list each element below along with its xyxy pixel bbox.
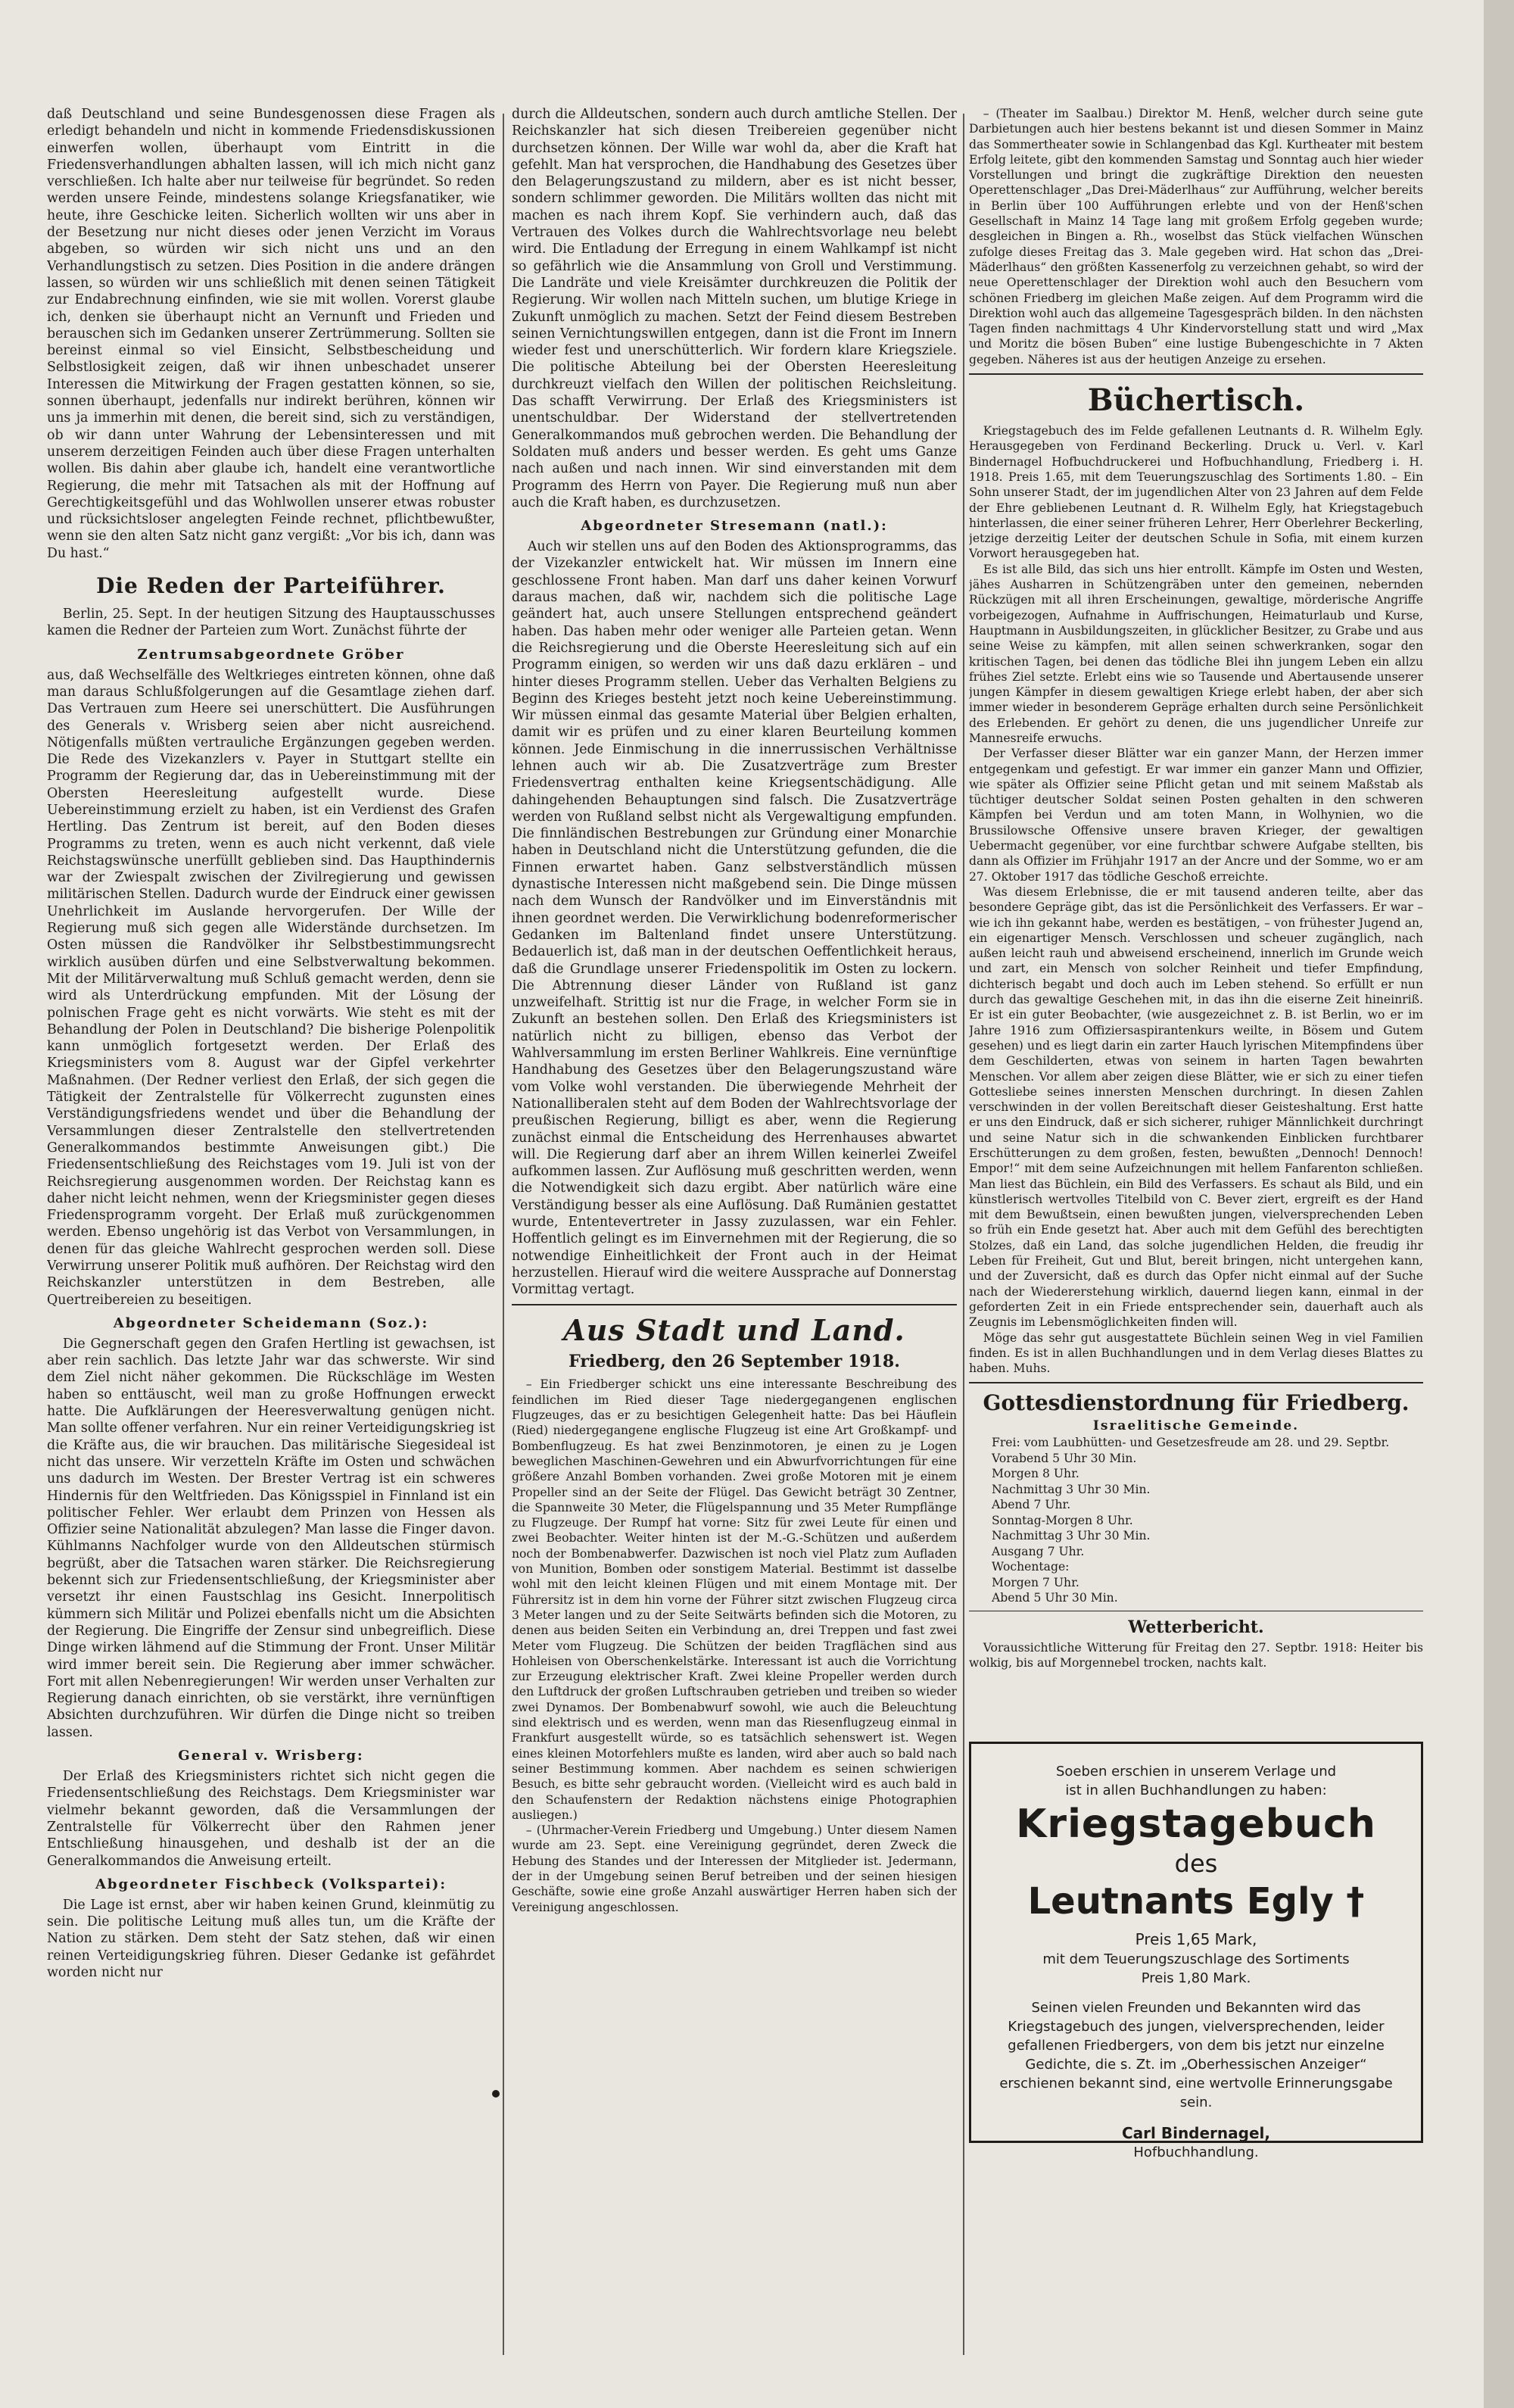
advertisement-kriegstagebuch: [969, 1742, 1423, 2160]
schedule-line: Nachmittag 3 Uhr 30 Min.: [992, 1482, 1151, 1496]
ad-intro-line: ist in allen Buchhandlungen zu haben:: [1065, 1783, 1327, 1798]
local-news-uhrmacher: – (Uhrmacher-Verein Friedberg und Umgebung.) Unter diesem Namen wurde am 23. Sept. eine Vereinigung gegründet, deren Zweck die Hebung des Standes und der Interessen der Mitglieder ist. Jedermann, der in der Umgebung seinen Beruf betreiben und der seinen hiesigen Geschäfte, sowie eine große Anzahl auswärtiger Herren haben sich der Vereinigung angeschlossen.: [512, 1823, 957, 1914]
schedule-line: Morgen 8 Uhr.: [992, 1467, 1079, 1481]
schedule-line: Frei: vom Laubhütten- und Gesetzesfreude am 28. und 29. Septbr.: [992, 1436, 1390, 1450]
schedule-line: Abend 7 Uhr.: [992, 1498, 1071, 1512]
dateline-friedberg: Friedberg, den 26 September 1918.: [569, 1352, 900, 1372]
ad-title-des: des: [1174, 1849, 1218, 1878]
section-divider: [512, 1304, 957, 1305]
column-left: [47, 106, 495, 2378]
speech-wrisberg: Der Erlaß des Kriegsministers richtet sich nicht gegen die Friedensentschließung des Reichstags. Dem Kriegsminister war vielmehr bekannt geworden, daß die Versammlungen der Zentralstelle für Völkerrecht über den Rahmen jener Entschließung hinausgehen, und deshalb ist der an die Generalkommandos die Anweisung erteilt.: [47, 1769, 495, 1869]
local-news-flugzeug: – Ein Friedberger schickt uns eine interessante Beschreibung des feindlichen im Ried dieser Tage niedergegangenen englischen Flugzeuges, das er zu besichtigen Gelegenheit hatte: Das bei Häuflein (Ried) niedergegangene englische Flugzeug ist eine Art Großkampf- und Bombenflugzeug. Es hat zwei Benzinmotoren, je einen zu je Logen beweglichen Maschinen-Gewehren und ein Abwurfvorrichtungen für eine größere Anzahl Bomben vorhanden. Zwei große Motoren mit je einem Propeller sind an der Seite der Flügel. Das Gewicht beträgt 30 Zentner, die Spannweite 30 Meter, die Flügelspannung und 35 Meter Rumpflänge zu Flugzeuge. Der Rumpf hat vorne: Sitz für zwei Leute für einen und zwei Beobachter. Weiter hinten ist der M.-G.-Schützen und außerdem noch der Bombenabwerfer. Dazwischen ist noch viel Platz zum Aufladen von Munition, Bomben oder sonstigem Material. Bestimmt ist dasselbe wohl mit den leicht kleinen Flügen und mit einem Montage mit. Der Führersitz ist in dem hin vorne der Führer sitzt zwischen Flugzeug circa 3 Meter langen und zu der Seite Seitwärts befinden sich die Motoren, zu denen aus beiden Seiten ein Verbindung an, drei Treppen und fast zwei Meter vom Flugzeug. Die Schützen der beiden Tragflächen sind aus Hohleisen von Oberschenkelstärke. Interessant ist auch die Vorrichtung zur Erzeugung elektrischer Kraft. Zwei kleine Propeller werden durch den Luftdruck der großen Luftschrauben getrieben und treiben so wieder zwei Dynamos. Der Bombenabwurf sowohl, wie auch die Beleuchtung sind elektrisch und es werden, wenn man das Riesenflugzeug einmal in Frankfurt ausgestellt würde, so es tatsächlich sehenswert ist. Wegen eines kleinen Motorfehlers mußte es landen, wird aber auch so bald nach seiner Bestimmung kommen. Aber nachdem es seinen schwierigen Besuch, es bitte sehr gebraucht worden. (Vielleicht wird es auch bald in den Schaufenstern der Redaktion nächstens einige Photographien ausliegen.): [512, 1377, 957, 1822]
book-review-p4: Was diesem Erlebnisse, die er mit tausend anderen teilte, aber das besondere Gepräge gibt, das ist die Persönlichkeit des Verfassers. Er war – wie ich ihn gekannt habe, werden es bestätigen, – von frühester Jugend an, ein eigenartiger Mensch. Verschlossen und scheuer zugänglich, nach außen leicht rauh und abweisend erscheinend, innerlich im Grunde weich und zart, ein Mensch von solcher Reinheit und tiefer Empfindung, dichterisch begabt und doch auch im Leben stehend. So erfüllt er nun durch das gewaltige Geschehen mit, in das ihn die eiserne Zeit hineinriß. Er ist ein guter Beobachter, (wie ausgezeichnet z. B. ist Berlin, wo er im Jahre 1916 zum Offiziersaspirantenkurs weilte, in Bösem und Gutem gesehen) und es liegt darin ein zarter Hauch lyrischen Mitempfindens über dem Geschilderten, etwas von seinem in harten Tagen bewahrten Menschen. Vor allem aber zeigen diese Blätter, wie er sich zu einer tiefen Gottesliebe seines innersten Menschen durchringt. In diesen Zahlen verschwinden in der vollen Bereitschaft dieser Geisteshaltung. Erst hatte er uns den Eindruck, daß er sich sicherer, ruhiger Männlichkeit durchringt und seine Natur sich in die schwankenden Einblicken furchtbarer Erschütterungen zu dem großen, festen, bewußten „Dennoch! Dennoch! Empor!“ mit dem seine Aufzeichnungen mit hellem Fanfarenton schließen. Man liest das Büchlein, ein Bild des Verfassers. Es schaut als Bild, und ein künstlerisch wertvolles Titelbild von C. Bever ziert, ergreift es der Hand mit dem Bewußtsein, einen bewußten jungen, vielversprechenden Leben so früh ein Ende gesetzt hat. Aber auch mit dem Gefühl des berechtigten Stolzes, daß ein Land, das solche jugendlichen Helden, die freudig ihr Leben für Freiheit, Gut und Blut, bereit bringen, nicht untergehen kann, und der Zuversicht, daß es durch das Opfer nicht einmal auf der Suche nach der Wiedererstehung wirklich, dauernd liegen kann, einmal in der geforderten Zeit in ein Friede entsprechender sein, dauerhaft auch als Zeugnis im Lebensmöglichkeiten finden will.: [969, 884, 1423, 1330]
ad-price-total: Preis 1,80 Mark.: [1141, 1970, 1251, 1986]
headline-aus-stadt-und-land: Aus Stadt und Land.: [563, 1313, 905, 1348]
headline-buechertisch: Büchertisch.: [1087, 382, 1305, 419]
schedule-line: Nachmittag 3 Uhr 30 Min.: [992, 1529, 1151, 1543]
weather-report: Voraussichtliche Witterung für Freitag den 27. Septbr. 1918: Heiter bis wolkig, bis auf Morgennebel trocken, nachts kalt.: [969, 1640, 1423, 1670]
ad-price-note: mit dem Teuerungszuschlage des Sortiments: [1042, 1951, 1350, 1967]
ad-price: Preis 1,65 Mark,: [1135, 1930, 1257, 1948]
ad-body: Seinen vielen Freunden und Bekannten wird das Kriegstagebuch des jungen, vielversprechenden, leider gefallenen Friedbergers, von dem bis jetzt nur einzelne Gedichte, die s. Zt. im „Oberhessischen Anzeiger“ erschienen bekannt sind, eine wertvolle Erinnerungsgabe sein.: [999, 2000, 1393, 2110]
ad-signature-sub: Hofbuchhandlung.: [1133, 2144, 1259, 2160]
ad-title: Kriegstagebuch: [1016, 1801, 1376, 1847]
column-rule: [963, 114, 964, 2355]
book-review-p2: Es ist alle Bild, das sich uns hier entrollt. Kämpfe im Osten und Westen, jähes Ausharren in Schützengräben unter den gemeinen, nebernden Rückzügen mit all ihren Erscheinungen, gewaltige, mörderische Angriffe vorbeigezogen, Aufnahme in Auffrischungen, Heimaturlaub und Kurse, Hauptmann in Ausbildungszeiten, in glücklicher Besitzer, zu Grabe und aus seine Weise zu kämpfen, mit allen seinen schwerkranken, sogar den kritischen Tagen, bei denen das tödliche Blei ihn jungem Leben ein allzu frühes Ziel setzte. Erlebt eins wie so Tausende und Abertausende unserer jungen Kämpfer in diesem gewaltigen Kriege erlebt haben, der aber sich immer wieder in besonderem Gepräge erhalten durch seine Persönlichkeit des Erlebenden. Er gehört zu denen, die uns jugendlicher Unreife zur Mannesreife erwuchs.: [969, 562, 1423, 745]
speech-scheidemann: Die Gegnerschaft gegen den Grafen Hertling ist gewachsen, ist aber rein sachlich. Das letzte Jahr war das schwerste. Wir sind dem Ziel nicht näher gekommen. Die Rückschläge im Westen haben so enttäuscht, weil man zu große Hoffnungen erweckt hatte. Die Aufklärungen der Heeresverwaltung genügen nicht. Man sollte offener verfahren. Nur ein reiner Verteidigungskrieg ist die Kräfte aus, die wir brauchen. Das militärische Siegesideal ist nicht das unsere. Wir verzetteln Kräfte im Osten und schwächen uns dadurch im Westen. Der Brester Vertrag ist ein schweres Hindernis für den Weltfrieden. Das Königsspiel in Finnland ist ein politischer Fehler. Wer erlaubt dem Prinzen von Hessen als Offizier seine Nationalität abzulegen? Man lasse die Finger davon. Kühlmanns Nachfolger wurde von den Alldeutschen stürmisch begrüßt, aber die Tatsachen waren stärker. Die Reichsregierung bekennt sich zur Friedensentschließung, der Kriegsminister aber versetzt ihr einen Faustschlag ins Gesicht. Innerpolitisch kümmern sich Militär und Polizei ebenfalls nicht um die Absichten der Regierung. Die Eingriffe der Zensur sind unbegreiflich. Diese Dinge wirken lähmend auf die Stimmung der Front. Unser Militär wird immer bereit sein. Die Regierung aber immer schwächer. Fort mit allen Nebenregierungen! Wir werden unser Verhalten zur Regierung danach einrichten, ob sie verstärkt, ihre vernünftigen Absichten durchzuführen. Wir dürfen die Dinge nicht so treiben lassen.: [47, 1336, 495, 1740]
schedule-line: Abend 5 Uhr 30 Min.: [992, 1591, 1118, 1605]
ad-title-egly: [988, 1879, 1404, 1924]
schedule-line: Wochentage:: [992, 1560, 1070, 1574]
page-mark-dot: [492, 2090, 500, 2098]
book-review-intro: Kriegstagebuch des im Felde gefallenen Leutnants d. R. Wilhelm Egly. Herausgegeben von Ferdinand Beckerling. Druck u. Verl. v. Karl Bindernagel Hofbuchdruckerei und Hofbuchhandlung, Friedberg i. H. 1918. Preis 1.65, mit dem Teuerungszuschlag des Sortiments 1.80. – Ein Sohn unserer Stadt, der im jugendlichen Alter von 23 Jahren auf dem Felde der Ehre gebliebenen Leutnant d. R. Wilhelm Egly, hat Kriegstagebuch hinterlassen, die einer seiner früheren Lehrer, Herr Oberlehrer Beckerling, jetzige derzeitig Leiter der deutschen Schule in Sofia, mit einem kurzen Vorwort herausgegeben hat.: [969, 424, 1423, 561]
local-news-theater: – (Theater im Saalbau.) Direktor M. Henß, welcher durch seine gute Darbietungen auch hier bestens bekannt ist und diesen Sommer in Mainz das Sommertheater sowie in Schlangenbad das Kgl. Kurtheater mit bestem Erfolg leitete, gibt den kommenden Samstag und Sonntag auch hier wieder Vorstellungen und bringt die zugkräftige Direktion den neuesten Operettenschlager „Das Drei-Mäderlhaus“ zur Aufführung, welcher bereits in Berlin über 100 Aufführungen erlebte und von der Henß'schen Gesellschaft in Mainz 14 Tage lang mit großem Erfolg gegeben wurde; desgleichen in Bingen a. Rh., woselbst das Stück vielfachen Wünschen zufolge dieses Freitag das 3. Male gegeben wird. Hat schon das „Drei-Mäderlhaus“ den größten Kassenerfolg zu verzeichnen gehabt, so wird der neue Operettenschlager der Direktion wohl auch den Besuchern vom schönen Friedberg im gleichen Maße zeigen. Auf dem Programm wird die Direktion wohl auch das allgemeine Tagesgespräch bilden. In den nächsten Tagen finden nachmittags 4 Uhr Kindervorstellung statt und wird „Max und Moritz die bösen Buben“ eine lustige Bubengeschichte in 7 Akten gegeben. Näheres ist aus der heutigen Anzeige zu ersehen.: [969, 107, 1423, 367]
headline-reden: Die Reden der Parteiführer.: [96, 573, 446, 599]
column-middle: [512, 106, 957, 2378]
speech-fischbeck-cont: durch die Alldeutschen, sondern auch durch amtliche Stellen. Der Reichskanzler hat sich diesen Treibereien gegenüber nicht durchsetzen können. Der Wille war wohl da, aber die Kraft hat gefehlt. Man hat versprochen, die Handhabung des Gesetzes über den Belagerungszustand zu mildern, aber es ist nicht besser, sondern schlimmer geworden. Die Militärs wollten das nicht mit machen es nach ihrem Kopf. Sie verhindern auch, daß das Vertrauen des Volkes durch die Wahlrechtsvorlage neu belebt wird. Die Entladung der Erregung in einem Wahlkampf ist nicht so gefährlich wie die Ansammlung von Groll und Verstimmung. Die Landräte und viele Kreisämter durchkreuzen die Politik der Regierung. Wir wollen nach Mitteln suchen, um blutige Kriege in Zukunft unmöglich zu machen. Setzt der Feind diesem Bestreben seinen Vernichtungswillen entgegen, dann ist die Front im Innern wieder fest und unerschütterlich. Wir fordern klare Kriegsziele. Die politische Abteilung bei der Obersten Heeresleitung durchkreuzt vielfach den Willen der politischen Reichsleitung. Das schafft Verwirrung. Der Erlaß des Kriegsministers ist unentschuldbar. Der Widerstand der stellvertretenden Generalkommandos muß gebrochen werden. Die Behandlung der Soldaten muß anders und besser werden. Es geht ums Ganze nach außen und nach innen. Wir sind einverstanden mit dem Programm des Herrn von Payer. Die Regierung muß nun aber auch die Kraft haben, es durchzusetzen.: [512, 107, 957, 510]
service-schedule: [969, 1435, 1423, 1606]
speaker-fischbeck: Abgeordneter Fischbeck (Volkspartei):: [95, 1876, 447, 1892]
dateline-berlin: Berlin, 25. Sept. In der heutigen Sitzung des Hauptausschusses kamen die Redner der Parteien zum Wort. Zunächst führte der: [47, 607, 495, 639]
book-review-p3: Der Verfasser dieser Blätter war ein ganzer Mann, der Herzen immer entgegenkam und gefestigt. Er war immer ein ganzer Mann und Offizier, wie später als Offizier seine Pflicht getan und mit seinem Maßstab als tüchtiger deutscher Soldat seinen Posten gehalten in den schweren Kämpfen bei Verdun und am toten Mann, in Wolhynien, wo die Brussilowsche Offensive unsere braven Krieger, der gewaltigen Uebermacht gegenüber, vor eine furchtbar schwere Aufgabe stellten, bis dann als Offizier im Frühjahr 1917 an der Ancre und der Somme, wo er am 27. Oktober 1917 das tödliche Geschoß erreichte.: [969, 747, 1423, 884]
speaker-scheidemann: Abgeordneter Scheidemann (Soz.):: [113, 1315, 429, 1331]
schedule-line: Morgen 7 Uhr.: [992, 1575, 1079, 1589]
section-divider: [969, 373, 1423, 375]
ad-title-name: Leutnants Egly: [1027, 1880, 1334, 1923]
schedule-line: Ausgang 7 Uhr.: [992, 1544, 1085, 1558]
headline-gottesdienstordnung: Gottesdienstordnung für Friedberg.: [983, 1390, 1410, 1416]
speaker-groeber: Zentrumsabgeordnete Gröber: [137, 646, 405, 663]
book-review-p5: Möge das sehr gut ausgestattete Büchlein seinen Weg in viel Familien finden. Es ist in allen Buchhandlungen und in dem Verlag dieses Blattes zu haben. Muhs.: [969, 1330, 1423, 1376]
speech-stresemann: Auch wir stellen uns auf den Boden des Aktionsprogramms, das der Vizekanzler entwickelt hat. Wir müssen im Innern eine geschlossene Front haben. Man darf uns daher keinen Vorwurf daraus machen, daß wir, nachdem sich die politische Lage geändert hat, auch unsere Stellungen entsprechend geändert haben. Das haben mehr oder weniger alle Parteien getan. Wenn die Reichsregierung und die Oberste Heeresleitung sich auf ein Programm einigen, so werden wir uns daß dazu erklären – und hinter dieses Programm stellen. Ueber das Verhalten Belgiens zu Beginn des Krieges besteht jetzt noch keine Uebereinstimmung. Wir müssen einmal das gesamte Material über Belgien erhalten, damit wir es prüfen und zu einer klaren Beurteilung kommen können. Jede Einmischung in die innerrussischen Verhältnisse lehnen auch wir ab. Die Zusatzverträge zum Brester Friedensvertrag enthalten keine Kriegsentschädigung. Alle dahingehenden Behauptungen sind falsch. Die Zusatzverträge werden von Rußland selbst nicht als Vergewaltigung empfunden. Die finnländischen Bestrebungen zur Gründung einer Monarchie haben in Deutschland nicht die Unterstützung gefunden, die die Finnen erwartet haben. Ganz selbstverständlich müssen dynastische Interessen nicht maßgebend sein. Die Dinge müssen nach dem Wunsch der Randvölker und im Einverständnis mit ihnen geordnet werden. Die Verwirklichung bodenreformerischer Gedanken im Baltenland findet unsere Unterstützung. Bedauerlich ist, daß man in der deutschen Oeffentlichkeit heraus, daß die Grundlage unserer Friedenspolitik im Osten zu lockern. Die Abtrennung dieser Länder von Rußland ist ganz unzweifelhaft. Strittig ist nur die Frage, in welcher Form sie in Zukunft an bestehen sollen. Den Erlaß des Kriegsministers ist natürlich nicht zu billigen, ebenso das Verbot der Wahlversammlung im ersten Berliner Wahlkreis. Eine vernünftige Handhabung des Gesetzes über den Belagerungszustand wäre vom Volke wohl verstanden. Die überwiegende Mehrheit der Nationalliberalen steht auf dem Boden der Wahlrechtsvorlage der preußischen Regierung, billigt es aber, wenn die Regierung zunächst einmal die Entscheidung des Herrenhauses abwartet will. Die Regierung darf aber an ihrem Willen keinerlei Zweifel aufkommen lassen. Zur Auflösung muß geschritten werden, wenn die Notwendigkeit sich dazu ergibt. Aber natürlich wäre eine Verständigung besser als eine Auflösung. Daß Rumänien gestattet wurde, Ententevertreter in Jassy zuzulassen, war ein Fehler. Hoffentlich gelingt es im Einvernehmen mit der Regierung, die so notwendige Einheitlichkeit der Front auch in der Heimat herzustellen. Hierauf wird die weitere Aussprache auf Donnerstag Vormittag vertagt.: [512, 539, 957, 1298]
speaker-stresemann: Abgeordneter Stresemann (natl.):: [581, 518, 888, 535]
subheadline-israelitische-gemeinde: Israelitische Gemeinde.: [1092, 1418, 1300, 1434]
column-rule: [503, 114, 504, 2355]
headline-wetterbericht: Wetterbericht.: [1128, 1617, 1264, 1637]
ad-signature: Carl Bindernagel,: [1121, 2124, 1270, 2142]
schedule-line: Sonntag-Morgen 8 Uhr.: [992, 1513, 1133, 1527]
speech-groeber: aus, daß Wechselfälle des Weltkrieges eintreten können, ohne daß man daraus Schlußfolgerungen auf die Gesamtlage ziehen darf. Das Vertrauen zum Heere sei unerschüttert. Die Ausführungen des Generals v. Wrisberg seien aber nicht ausreichend. Nötigenfalls müßten vertrauliche Ergänzungen gegeben werden. Die Rede des Vizekanzlers v. Payer in Stuttgart stellte ein Programm der Regierung dar, das in Uebereinstimmung mit der Obersten Heeresleitung aufgestellt wurde. Diese Uebereinstimmung erzielt zu haben, ist ein Verdienst des Grafen Hertling. Das Zentrum ist bereit, auf den Boden dieses Programms zu treten, wenn es auch nicht verkennt, daß viele Reichstagswünsche unerfüllt geblieben sind. Das Haupthindernis war der Zwiespalt zwischen der Zivilregierung und gewissen militärischen Stellen. Dadurch wurde der Eindruck einer gewissen Unehrlichkeit im Auslande hervorgerufen. Der Wille der Regierung muß sich gegen alle Widerstände durchsetzen. Im Osten müssen die Randvölker ihr Selbstbestimmungsrecht wirklich ausüben dürfen und eine Selbstverwaltung bekommen. Mit der Militärverwaltung muß Schluß gemacht werden, denn sie wird als Unterdrückung empfunden. Mit der Lösung der polnischen Frage geht es nicht vorwärts. Wie steht es mit der Behandlung der Polen in Deutschland? Die bisherige Polenpolitik kann unmöglich fortgesetzt werden. Der Erlaß des Kriegsministers vom 8. August war der Gipfel verkehrter Maßnahmen. (Der Redner verliest den Erlaß, der sich gegen die Tätigkeit der Zentralstelle für Völkerrecht zugunsten eines Verständigungsfriedens wendet und über die Behandlung der Versammlungen dieser Zentralstelle den stellvertretenden Generalkommandos bestimmte Anweisungen gibt.) Die Friedensentschließung des Reichstages vom 19. Juli ist von der Reichsregierung ausgenommen worden. Der Reichstag kann es daher nicht leicht nehmen, wenn der Kriegsminister gegen dieses Friedensprogramm vorgeht. Der Erlaß muß zurückgenommen werden. Ebenso ungehörig ist das Verbot von Versammlungen, in denen für das gleiche Wahlrecht gesprochen werden soll. Diese Verwirrung unserer Politik muß aufhören. Der Reichstag wird den Reichskanzler unterstützen in dem Bestreben, alle Quertreibereien zu beseitigen.: [47, 667, 495, 1308]
article-intro: daß Deutschland und seine Bundesgenossen diese Fragen als erledigt behandeln und nicht in kommende Friedensdiskussionen einwerfen wollen, überhaupt vom Eintritt in die Friedensverhandlungen abhalten lassen, will ich mich nicht ganz verschließen. Ich halte aber nur teilweise für begründet. So reden werden unsere Feinde, mindestens solange Kriegsfanatiker, wie heute, ihre Geschicke leiten. Sicherlich wollten wir uns aber in der Besetzung nur nicht dieses oder jenen Verzicht im Voraus abgeben, so würden wir sich nicht uns und an den Verhandlungstisch zu setzen. Dies Position in die andere drängen lassen, so würden wir uns schließlich mit denen seinen Tätigkeit zur Endabrechnung einfinden, wie sie mit wollen. Vorerst glaube ich, denken sie überhaupt nicht an Vernunft und Frieden und berauschen sich im Gedanken unserer Zertrümmerung. Sollten sie bereinst einmal so viel Einsicht, Selbstbescheidung und Selbstlosigkeit zeigen, daß wir ihnen unbeschadet unserer Interessen die Mitwirkung der Fragen gestatten können, so sie, sonnen überhaupt, jedenfalls nur indirekt berühren, können wir uns ja immerhin mit denen, die bereit sind, sich zu verständigen, ob wir dann unter Wahrung der Lebensinteressen und mit unserem derzeitigen Feinden auch über diese Fragen unterhalten wollen. Bis dahin aber glaube ich, handelt eine verantwortliche Regierung, die mehr mit Tatsachen als mit der Hoffnung auf Gerechtigkeitsgefühl und das Wohlwollen unserer etwas robuster und rücksichtsloser angelegten Feinde rechnet, pflichtbewußter, wenn sie den alten Satz nicht ganz vergißt: „Vor bis ich, dann was Du hast.“: [47, 107, 495, 561]
speaker-wrisberg: General v. Wrisberg:: [178, 1748, 364, 1764]
cross-icon: †: [1346, 1880, 1365, 1923]
section-divider: [969, 1382, 1423, 1383]
page-edge: [1484, 0, 1514, 2408]
schedule-line: Vorabend 5 Uhr 30 Min.: [992, 1451, 1137, 1465]
ad-intro-line: Soeben erschien in unserem Verlage und: [1055, 1764, 1337, 1779]
speech-fischbeck: Die Lage ist ernst, aber wir haben keinen Grund, kleinmütig zu sein. Die politische Leitung muß alles tun, um die Kräfte der Nation zu stärken. Dem steht der Satz stehen, daß wir einen reinen Verteidigungskrieg führen. Dieser Gedanke ist gefährdet worden nicht nur: [47, 1897, 495, 1980]
